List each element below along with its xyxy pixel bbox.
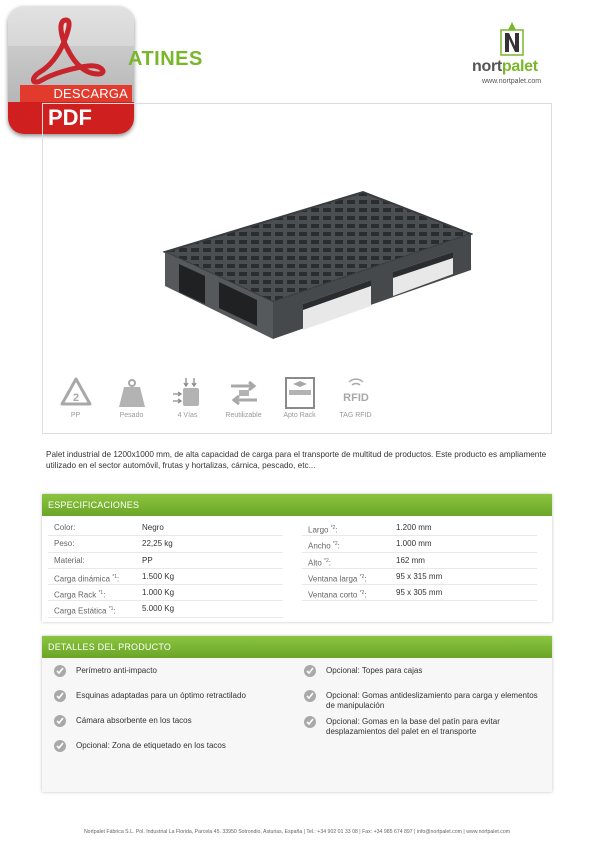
spec-value: 1.000 Kg [142, 588, 175, 598]
logo-name-b: palet [501, 58, 538, 75]
logo-name-a: nort [472, 58, 502, 75]
product-description: Palet industrial de 1200x1000 mm, de alta capacidad de carga para el transporte de multitud de productos. Este producto es ampliamente utilizado en el sector automóvil, frutas y hortalizas, cárnica, pescado, etc... [46, 450, 547, 470]
svg-text:2: 2 [72, 392, 79, 404]
details-left-column [50, 666, 290, 766]
spec-value: 95 x 315 mm [396, 571, 443, 581]
spec-row [48, 536, 283, 552]
spec-key: Largo $^{*2}$: [308, 525, 338, 535]
spec-key-text: Carga Estática [54, 607, 109, 617]
page-footer: Nortpalet Fábrica S.L. Pol. Industrial La Florida, Parcela 45. 33950 Sotrondio, Asturias, España | Tel.: +34 902 01 33 08 | Fax: +34 985 674 897 | info@nortpalet.com | www.nortpalet.com [83, 829, 511, 835]
footnote-ref: *2 [359, 590, 365, 597]
spec-key [54, 536, 74, 552]
spec-row [48, 553, 283, 569]
spec-row [302, 536, 537, 552]
check-icon [304, 665, 316, 677]
spec-key-text: Carga dinámica [54, 574, 113, 584]
check-icon [54, 665, 66, 677]
detail-text: Opcional: Topes para cajas [326, 666, 423, 675]
spec-value: 1.200 mm [396, 523, 432, 532]
footnote-ref: *2 [324, 557, 329, 564]
detail-item [300, 666, 540, 676]
check-icon [54, 690, 66, 702]
details-right-column [300, 666, 540, 752]
check-icon [54, 715, 66, 727]
spec-key-text: Color: [54, 523, 76, 532]
feature-pesado [104, 376, 159, 419]
spec-key-text: Ventana corto [308, 590, 360, 600]
product-image-box [42, 103, 552, 434]
spec-row [48, 569, 283, 585]
spec-key: Alto $^{*2}$: [308, 557, 331, 568]
check-icon [304, 716, 316, 728]
four-ways-icon [171, 376, 205, 410]
logo-name [472, 58, 538, 76]
detail-item [50, 741, 290, 751]
spec-row [302, 553, 537, 569]
spec-row [48, 601, 283, 617]
acrobat-icon [28, 16, 108, 86]
product-details-heading: DETALLES DEL PRODUCTO [42, 636, 552, 658]
spec-key: Ventana corto $^{*2}$: [308, 590, 367, 600]
spec-row [302, 520, 537, 536]
nortpalet-logo [470, 22, 560, 92]
spec-key [54, 520, 75, 536]
check-icon [304, 690, 316, 702]
detail-text: Opcional: Gomas antideslizamiento para carga y elementos de manipulación [326, 691, 538, 710]
spec-row [302, 569, 537, 585]
detail-text: Opcional: Zona de etiquetado en los tacos [76, 741, 226, 750]
spec-value: 162 mm [396, 555, 425, 565]
feature-apto-rack [272, 376, 327, 419]
spec-key-text: Alto [308, 558, 325, 568]
detail-text: Esquinas adaptadas para un óptimo retractilado [76, 691, 246, 700]
spec-key-text: Peso: [54, 539, 75, 549]
detail-item [50, 666, 290, 676]
svg-text:RFID: RFID [342, 392, 369, 404]
spec-key: Ancho $^{*2}$: [308, 541, 340, 551]
spec-value: PP [142, 555, 153, 565]
pdf-label: PDF [8, 102, 134, 134]
logo-mark-icon [500, 22, 524, 56]
feature-reutilizable [216, 376, 271, 419]
weight-icon [115, 376, 149, 410]
spec-key [54, 553, 85, 569]
footnote-ref: *2 [330, 525, 336, 531]
spec-key-text: Ventana larga [308, 574, 360, 584]
spec-value: 1.000 mm [396, 539, 432, 549]
spec-key: Carga dinámica $^{*1}$: [54, 573, 120, 584]
reusable-arrows-icon [227, 376, 261, 410]
spec-value: 95 x 305 mm [396, 588, 443, 598]
rfid-icon [339, 376, 373, 410]
spec-value: 22,25 kg [142, 539, 173, 549]
footnote-ref: *1 [108, 606, 114, 613]
specs-right-column [302, 520, 537, 601]
feature-icons-row [48, 376, 388, 426]
feature-label: 4 Vías [177, 412, 198, 419]
specifications-section [42, 494, 552, 622]
footnote-ref: *1 [98, 590, 104, 597]
spec-row [48, 520, 283, 536]
feature-label: Pesado [119, 412, 144, 419]
spec-value: Negro [142, 523, 164, 532]
feature-label: TAG RFID [339, 412, 372, 419]
logo-url: www.nortpalet.com [482, 78, 542, 85]
detail-item [300, 717, 540, 737]
specifications-heading: ESPECIFICACIONES [42, 494, 552, 516]
spec-key-text: Ancho [308, 541, 333, 551]
detail-text: Cámara absorbente en los tacos [76, 716, 192, 725]
check-icon [54, 740, 66, 752]
product-details-section [42, 636, 552, 792]
spec-value: 5.000 Kg [142, 604, 175, 614]
spec-key-text: Carga Rack [54, 590, 99, 600]
spec-key: Ventana larga $^{*2}$: [308, 573, 367, 584]
recycle-2-icon [59, 376, 93, 410]
spec-row [302, 585, 537, 601]
spec-key: Carga Estática $^{*1}$: [54, 606, 116, 617]
detail-item [300, 691, 540, 711]
feature-tag-rfid [328, 376, 383, 419]
footnote-ref: *2 [359, 573, 365, 580]
descarga-label: DESCARGA [20, 85, 132, 103]
page-title: ATINES [128, 48, 203, 70]
detail-item [50, 716, 290, 726]
spec-key-text: Largo [308, 525, 331, 535]
spec-row [48, 585, 283, 601]
detail-item [50, 691, 290, 701]
rack-icon [283, 376, 317, 410]
feature-pp [48, 376, 103, 419]
pallet-image [153, 174, 473, 349]
feature-label: Apto Rack [283, 412, 316, 419]
feature-label: PP [70, 412, 81, 419]
feature-label: Reutilizable [225, 412, 262, 419]
detail-text: Perímetro anti-impacto [76, 666, 157, 675]
feature-4-vias [160, 376, 215, 419]
specs-left-column [48, 520, 283, 618]
spec-key: Carga Rack $^{*1}$: [54, 590, 106, 600]
spec-key-text: Material: [54, 555, 85, 565]
spec-value: 1.500 Kg [142, 571, 175, 581]
footnote-ref: *1 [112, 573, 117, 580]
footnote-ref: *2 [332, 541, 338, 548]
detail-text: Opcional: Gomas en la base del patín para evitar desplazamientos del palet en el transporte [326, 717, 500, 736]
